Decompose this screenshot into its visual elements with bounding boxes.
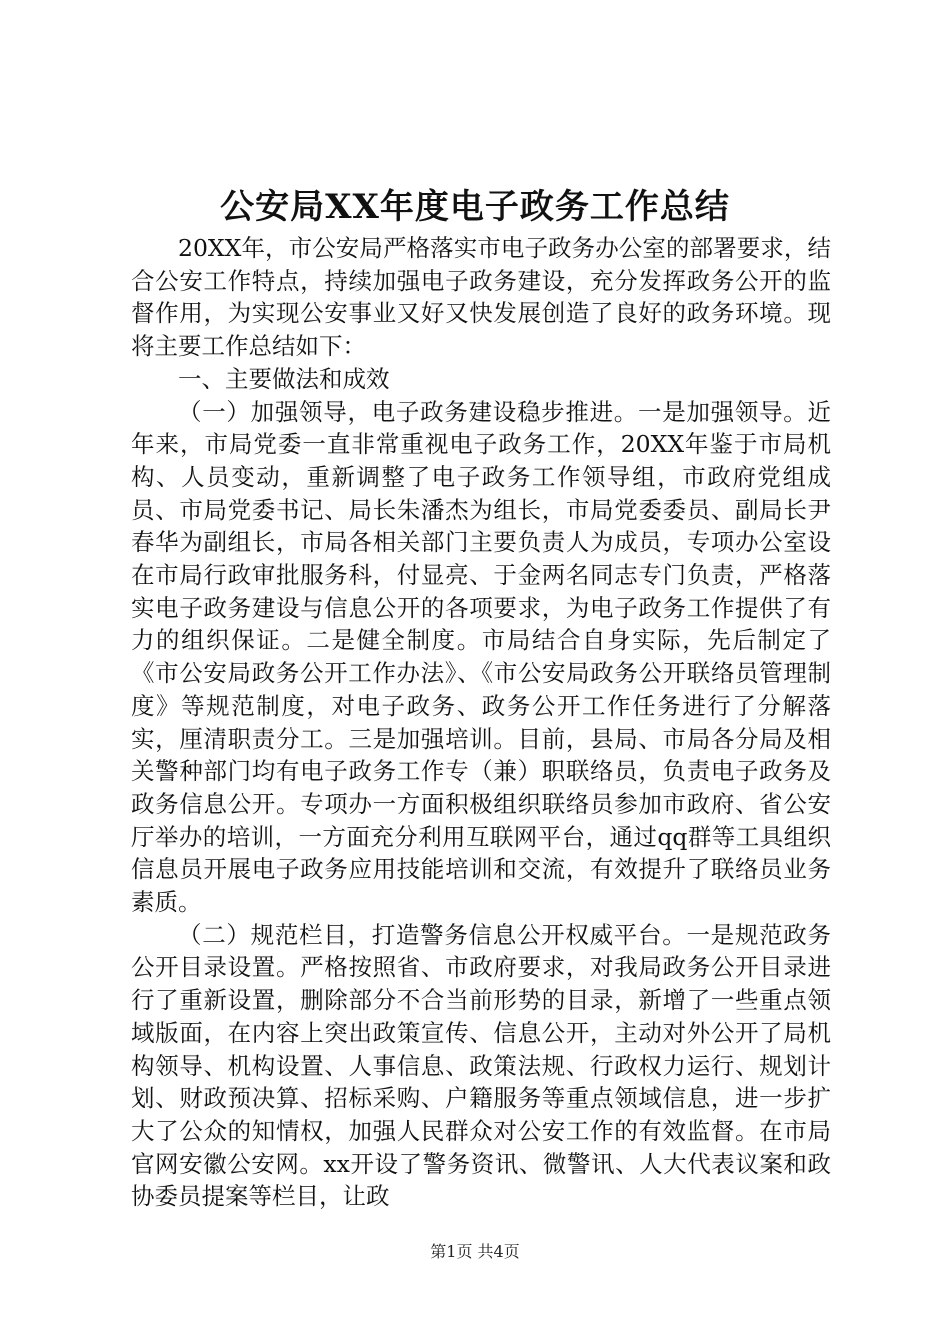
page-footer: 第1页 共4页 <box>430 1242 520 1261</box>
paragraph-intro: 20XX年，市公安局严格落实市电子政务办公室的部署要求，结合公安工作特点，持续加强电子政务建设，充分发挥政务公开的监督作用，为实现公安事业又好又快发展创造了良好的政务环境。现将主要工作总结如下： <box>131 234 831 361</box>
section-heading: 一、主要做法和成效 <box>178 364 390 393</box>
paragraph-section-1: （一）加强领导，电子政务建设稳步推进。一是加强领导。近年来，市局党委一直非常重视电子政务工作，20XX年鉴于市局机构、人员变动，重新调整了电子政务工作领导组，市政府党组成员、市局党委书记、局长朱潘杰为组长，市局党委委员、副局长尹春华为副组长，市局各相关部门主要负责人为成员，专项办公室设在市局行政审批服务科，付显亮、于金两名同志专门负责，严格落实电子政务建设与信息公开的各项要求，为电子政务工作提供了有力的组织保证。二是健全制度。市局结合自身实际，先后制定了《市公安局政务公开工作办法》、《市公安局政务公开联络员管理制度》等规范制度，对电子政务、政务公开工作任务进行了分解落实，厘清职责分工。三是加强培训。目前，县局、市局各分局及相关警种部门均有电子政务工作专（兼）职联络员，负责电子政务及政务信息公开。专项办一方面积极组织联络员参加市政府、省公安厅举办的培训，一方面充分利用互联网平台，通过qq群等工具组织信息员开展电子政务应用技能培训和交流，有效提升了联络员业务素质。 <box>131 397 831 917</box>
paragraph-section-2: （二）规范栏目，打造警务信息公开权威平台。一是规范政务公开目录设置。严格按照省、市政府要求，对我局政务公开目录进行了重新设置，删除部分不合当前形势的目录，新增了一些重点领域版面，在内容上突出政策宣传、信息公开，主动对外公开了局机构领导、机构设置、人事信息、政策法规、行政权力运行、规划计划、财政预决算、招标采购、户籍服务等重点领域信息，进一步扩大了公众的知情权，加强人民群众对公安工作的有效监督。在市局官网安徽公安网。xx开设了警务资讯、微警讯、人大代表议案和政协委员提案等栏目，让政 <box>131 920 831 1211</box>
document-body <box>131 232 831 1213</box>
document-title: 公安局XX年度电子政务工作总结 <box>220 187 730 227</box>
